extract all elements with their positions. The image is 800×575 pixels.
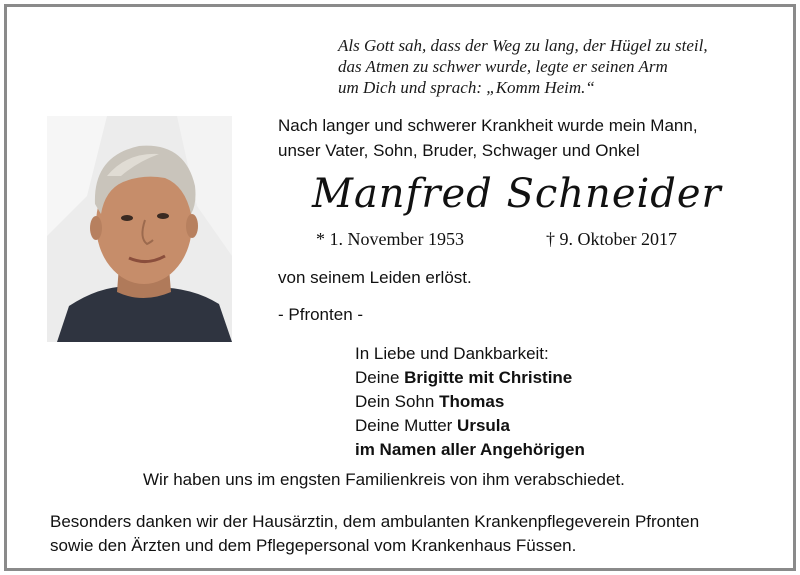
mourner-line bbox=[355, 366, 585, 390]
place-text: - Pfronten - bbox=[278, 305, 364, 324]
portrait-image bbox=[47, 116, 232, 342]
intro-line: unser Vater, Sohn, Bruder, Schwager und Onkel bbox=[278, 141, 640, 160]
mourner-prefix: Dein Sohn bbox=[355, 392, 440, 411]
intro-line: Nach langer und schwerer Krankheit wurde mein Mann, bbox=[278, 116, 698, 135]
intro-text bbox=[278, 113, 698, 163]
quote-line: um Dich und sprach: „Komm Heim.“ bbox=[338, 78, 595, 97]
mourner-line bbox=[355, 438, 585, 462]
mourners-heading: In Liebe und Dankbarkeit: bbox=[355, 344, 549, 363]
farewell-text: Wir haben uns im engsten Familienkreis von ihm verabschiedet. bbox=[143, 470, 625, 489]
mourner-line bbox=[355, 414, 585, 438]
thanks-line: sowie den Ärzten und dem Pflegepersonal vom Krankenhaus Füssen. bbox=[50, 536, 577, 555]
released-text: von seinem Leiden erlöst. bbox=[278, 268, 472, 287]
death-date: † 9. Oktober 2017 bbox=[546, 229, 677, 249]
mourner-prefix: Deine Mutter bbox=[355, 416, 458, 435]
mourner-names: Ursula bbox=[457, 416, 510, 435]
birth-date: * 1. November 1953 bbox=[316, 229, 464, 249]
portrait-photo bbox=[47, 116, 232, 342]
mourner-names: Brigitte mit Christine bbox=[404, 368, 573, 387]
thanks-line: Besonders danken wir der Hausärztin, dem ambulanten Krankenpflegeverein Pfronten bbox=[50, 512, 700, 531]
thanks-text bbox=[50, 510, 699, 558]
mourner-names: Thomas bbox=[439, 392, 505, 411]
mourners-block bbox=[355, 342, 585, 462]
memorial-quote bbox=[338, 35, 708, 98]
quote-line: Als Gott sah, dass der Weg zu lang, der Hügel zu steil, bbox=[338, 36, 708, 55]
mourner-names: im Namen aller Angehörigen bbox=[355, 440, 585, 459]
quote-line: das Atmen zu schwer wurde, legte er seinen Arm bbox=[338, 57, 668, 76]
mourner-line bbox=[355, 390, 585, 414]
deceased-name: Manfred Schneider bbox=[312, 171, 722, 217]
mourner-prefix: Deine bbox=[355, 368, 405, 387]
